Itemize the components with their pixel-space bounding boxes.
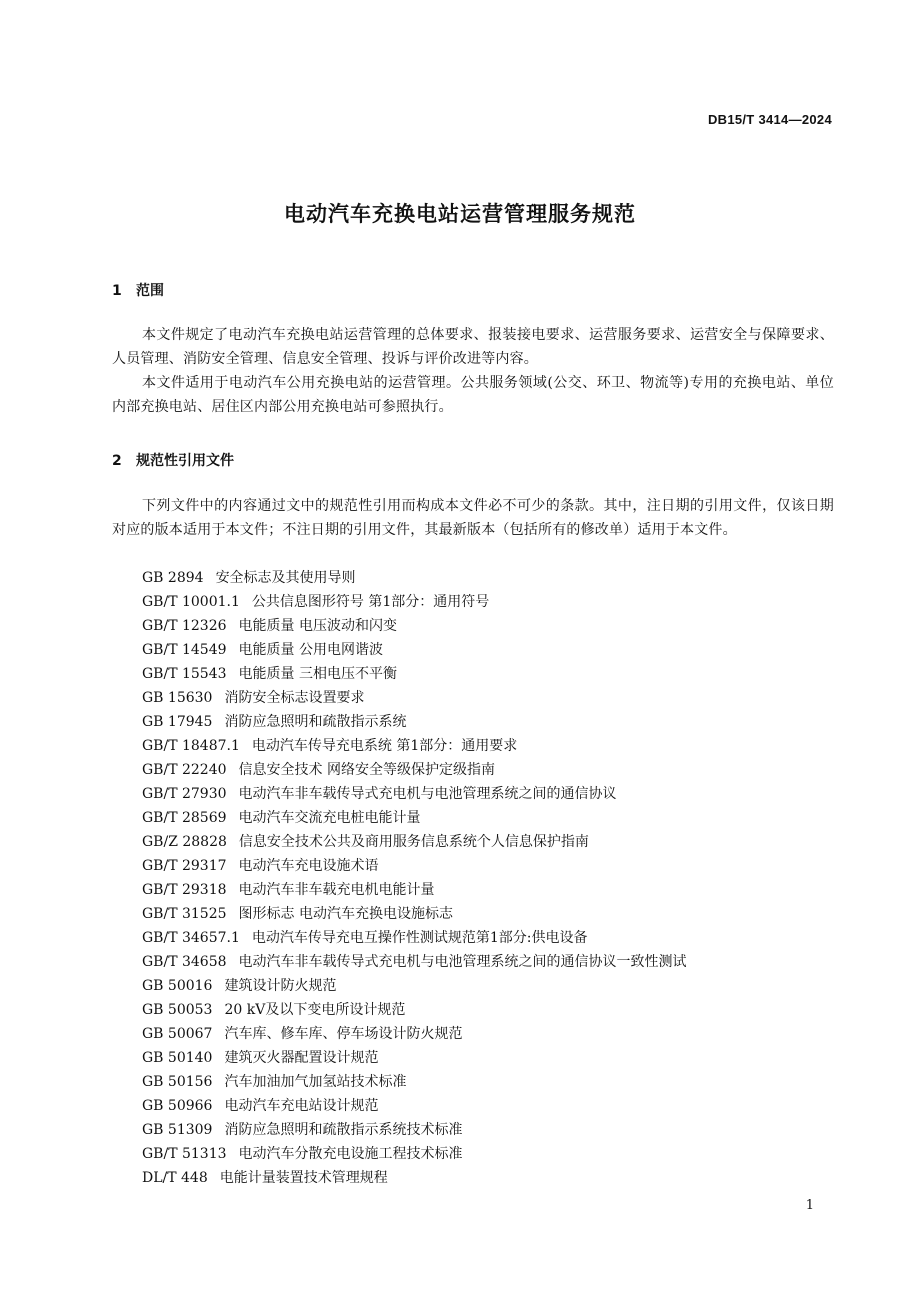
reference-item (142, 1070, 687, 1094)
reference-title: 电动汽车非车载传导式充电机与电池管理系统之间的通信协议 (238, 786, 617, 802)
reference-item (142, 926, 687, 950)
reference-item (142, 1046, 687, 1070)
reference-code: GB/T 29318 (142, 882, 227, 898)
reference-code: GB 50966 (142, 1098, 213, 1114)
reference-code: GB 50156 (142, 1074, 213, 1090)
reference-item (142, 710, 687, 734)
reference-code: GB/T 51313 (142, 1146, 227, 1162)
section-heading-scope (112, 280, 164, 300)
reference-title: 公共信息图形符号 第1部分：通用符号 (251, 594, 490, 610)
reference-item (142, 758, 687, 782)
section-title: 范围 (136, 283, 164, 299)
reference-item (142, 782, 687, 806)
reference-title: 20 kV及以下变电所设计规范 (224, 1002, 406, 1018)
reference-title: 电能质量 电压波动和闪变 (238, 618, 397, 634)
paragraph: 本文件规定了电动汽车充换电站运营管理的总体要求、报装接电要求、运营服务要求、运营安全与保障要求、人员管理、消防安全管理、信息安全管理、投诉与评价改进等内容。 (112, 327, 834, 367)
reference-code: GB/T 27930 (142, 786, 227, 802)
reference-item (142, 902, 687, 926)
reference-code: DL/T 448 (142, 1170, 208, 1186)
reference-title: 消防安全标志设置要求 (224, 690, 365, 706)
reference-title: 安全标志及其使用导则 (215, 570, 356, 586)
reference-item (142, 806, 687, 830)
reference-code: GB/Z 28828 (142, 834, 227, 850)
reference-item (142, 1094, 687, 1118)
reference-title: 电动汽车充电站设计规范 (224, 1098, 379, 1114)
document-title: 电动汽车充换电站运营管理服务规范 (284, 202, 636, 226)
reference-code: GB 51309 (142, 1122, 213, 1138)
reference-code: GB/T 29317 (142, 858, 227, 874)
reference-code: GB 50067 (142, 1026, 213, 1042)
reference-title: 电动汽车传导充电互操作性测试规范第1部分:供电设备 (251, 930, 588, 946)
reference-item (142, 734, 687, 758)
reference-item (142, 1022, 687, 1046)
reference-title: 信息安全技术公共及商用服务信息系统个人信息保护指南 (238, 834, 589, 850)
reference-item (142, 950, 687, 974)
reference-item (142, 998, 687, 1022)
reference-title: 汽车加油加气加氢站技术标准 (224, 1074, 407, 1090)
paragraph: 下列文件中的内容通过文中的规范性引用而构成本文件必不可少的条款。其中，注日期的引用文件，仅该日期对应的版本适用于本文件；不注日期的引用文件，其最新版本（包括所有的修改单）适用于本文件。 (112, 498, 834, 538)
reference-item (142, 854, 687, 878)
standard-code: DB15/T 3414—2024 (707, 112, 832, 127)
reference-title: 电动汽车充电设施术语 (238, 858, 379, 874)
reference-code: GB/T 10001.1 (142, 594, 240, 610)
reference-item (142, 566, 687, 590)
reference-title: 图形标志 电动汽车充换电设施标志 (238, 906, 453, 922)
reference-code: GB/T 34657.1 (142, 930, 240, 946)
reference-title: 消防应急照明和疏散指示系统技术标准 (224, 1122, 463, 1138)
reference-item (142, 590, 687, 614)
paragraph: 本文件适用于电动汽车公用充换电站的运营管理。公共服务领域(公交、环卫、物流等)专用的充换电站、单位内部充换电站、居住区内部公用充换电站可参照执行。 (112, 375, 834, 415)
reference-title: 电动汽车分散充电设施工程技术标准 (238, 1146, 463, 1162)
reference-code: GB/T 31525 (142, 906, 227, 922)
reference-title: 汽车库、修车库、停车场设计防火规范 (224, 1026, 463, 1042)
reference-title: 建筑灭火器配置设计规范 (224, 1050, 379, 1066)
reference-code: GB 50140 (142, 1050, 213, 1066)
reference-title: 电动汽车传导充电系统 第1部分：通用要求 (251, 738, 518, 754)
reference-code: GB 15630 (142, 690, 213, 706)
reference-code: GB/T 34658 (142, 954, 227, 970)
page-number: 1 (805, 1198, 814, 1213)
reference-code: GB 17945 (142, 714, 213, 730)
reference-code: GB/T 14549 (142, 642, 227, 658)
reference-item (142, 686, 687, 710)
reference-code: GB/T 18487.1 (142, 738, 240, 754)
reference-item (142, 1166, 687, 1190)
reference-title: 电动汽车非车载充电机电能计量 (238, 882, 435, 898)
reference-title: 电能质量 三相电压不平衡 (238, 666, 397, 682)
reference-list (142, 566, 687, 1190)
section-number: 2 (112, 453, 122, 469)
reference-code: GB 2894 (142, 570, 204, 586)
reference-title: 消防应急照明和疏散指示系统 (224, 714, 407, 730)
section-number: 1 (112, 283, 122, 299)
reference-item (142, 878, 687, 902)
reference-code: GB 50053 (142, 1002, 213, 1018)
reference-item (142, 614, 687, 638)
reference-item (142, 662, 687, 686)
reference-title: 电能计量装置技术管理规程 (219, 1170, 388, 1186)
reference-title: 电动汽车交流充电桩电能计量 (238, 810, 421, 826)
reference-code: GB/T 22240 (142, 762, 227, 778)
reference-item (142, 638, 687, 662)
reference-item (142, 1142, 687, 1166)
reference-item (142, 974, 687, 998)
reference-title: 建筑设计防火规范 (224, 978, 337, 994)
section-heading-normative-references (112, 450, 234, 470)
reference-item (142, 830, 687, 854)
reference-title: 电动汽车非车载传导式充电机与电池管理系统之间的通信协议一致性测试 (238, 954, 687, 970)
reference-code: GB 50016 (142, 978, 213, 994)
reference-code: GB/T 28569 (142, 810, 227, 826)
reference-item (142, 1118, 687, 1142)
section-title: 规范性引用文件 (136, 453, 234, 469)
reference-title: 信息安全技术 网络安全等级保护定级指南 (238, 762, 495, 778)
reference-title: 电能质量 公用电网谐波 (238, 642, 383, 658)
reference-code: GB/T 12326 (142, 618, 227, 634)
reference-code: GB/T 15543 (142, 666, 227, 682)
